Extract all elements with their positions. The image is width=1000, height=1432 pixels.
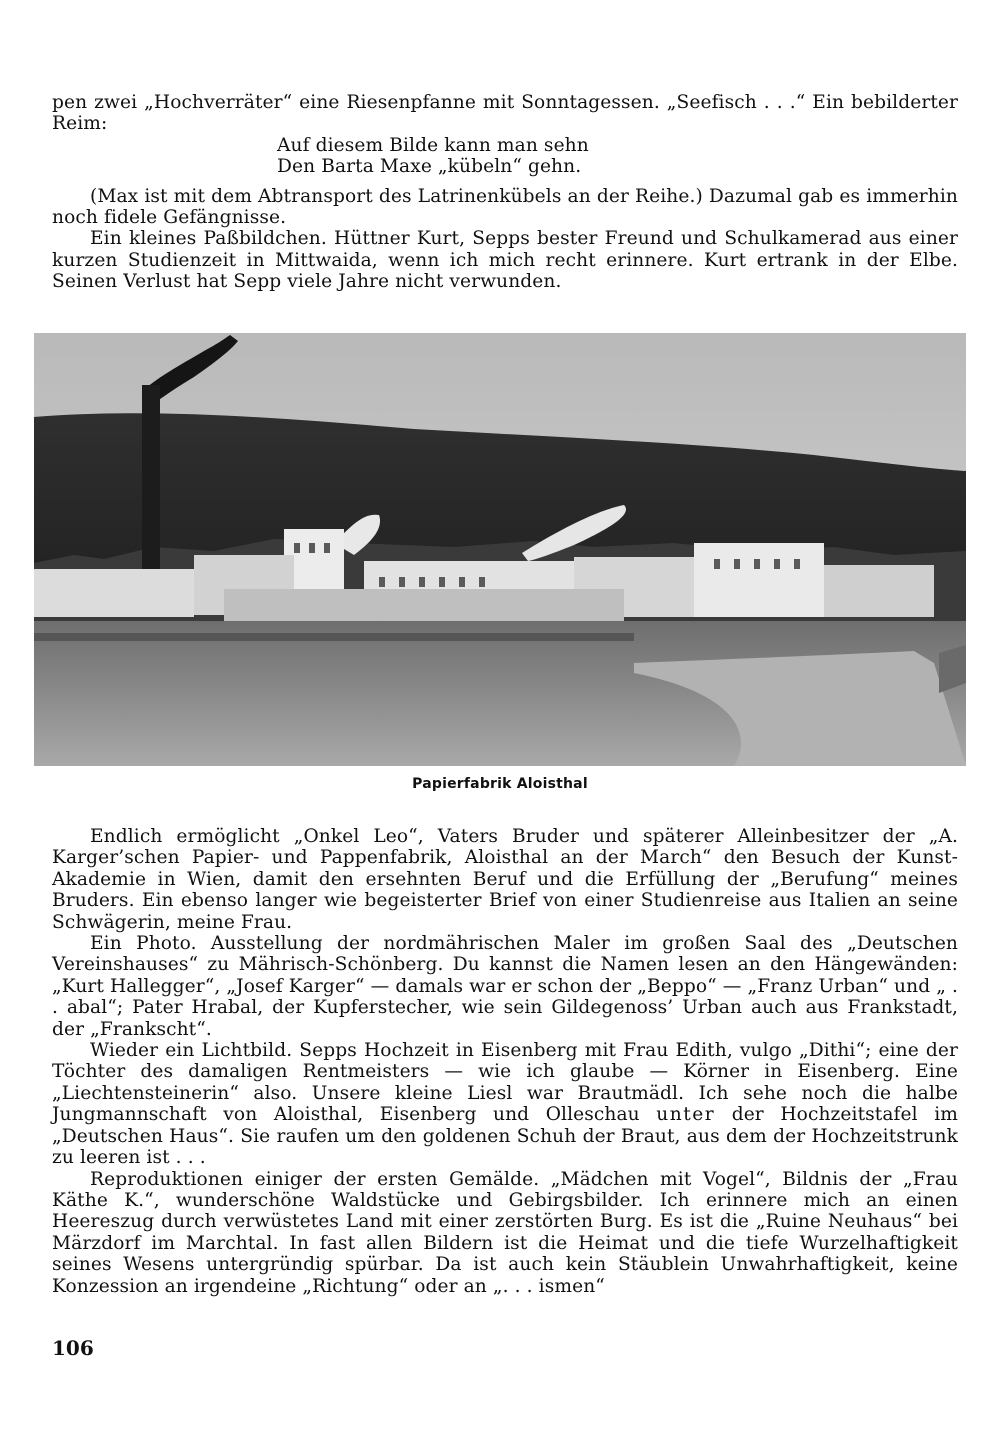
paragraph-hochzeit [52, 1040, 958, 1168]
verse [52, 135, 958, 178]
building [34, 569, 194, 617]
paragraph-hochverraeter: pen zwei „Hochverräter“ eine Riesenpfanne mit Sonntagessen. „Seefisch . . .“ Ein bebilderter Reim: [52, 92, 958, 135]
bottom-text-block [52, 826, 958, 1297]
paragraph-onkel-leo: Endlich ermöglicht „Onkel Leo“, Vaters Bruder und späterer Alleinbesitzer der „A. Karger’schen Papier- und Pappenfabrik, Aloisthal an der March“ den Besuch der Kunst-Akademie in Wien, damit den ersehnten Beruf und die Erfüllung der „Berufung“ meines Bruders. Ein ebenso langer wie begeisterter Brief von einer Studienreise aus Italien an seine Schwägerin, meine Frau. [52, 826, 958, 933]
factory-hall [224, 589, 624, 623]
hochzeit-text-b: der Hochzeitstafel im „Deutschen Haus“. Sie raufen um den goldenen Schuh der Braut, aus dem der Hochzeitstrunk zu leeren ist . . . [52, 1104, 959, 1169]
page-number: 106 [52, 1336, 94, 1360]
hochzeit-text-a: Wieder ein Lichtbild. Sepps Hochzeit in Eisenberg mit Frau Edith, vulgo „Dithi“; eine der Töchter des damaligen Rentmeisters — wie ich glaube — Körner in Eisenberg. Eine „Liechtensteinerin“ also. Unsere kleine Liesl war Brautmädl. Ich sehe noch die halbe Jungmannschaft von Aloisthal, Eisenberg und Olleschau [52, 1040, 958, 1126]
paragraph-passbild: Ein kleines Paßbildchen. Hüttner Kurt, Sepps bester Freund und Schulkamerad aus einer kurzen Studienzeit in Mittwaida, wenn ich mich recht erinnere. Kurt ertrank in der Elbe. Seinen Verlust hat Sepp viele Jahre nicht verwunden. [52, 228, 958, 293]
hochzeit-spaced-word: unter [656, 1104, 716, 1126]
paragraph-latrine: (Max ist mit dem Abtransport des Latrinenkübels an der Reihe.) Dazumal gab es immerhin noch fidele Gefängnisse. [52, 185, 958, 229]
verse-line-2: Den Barta Maxe „kübeln“ gehn. [277, 156, 582, 178]
factory-photo [34, 333, 966, 766]
verse-line-1: Auf diesem Bilde kann man sehn [277, 134, 589, 156]
building [824, 565, 934, 617]
building [694, 543, 824, 617]
paragraph-reproduktionen: Reproduktionen einiger der ersten Gemälde. „Mädchen mit Vogel“, Bildnis der „Frau Käthe K.“, wunderschöne Waldstücke und Gebirgsbilder. Ich erinnere mich an einen Heereszug durch verwüstetes Land mit einer zerstörten Burg. Es ist die „Ruine Neuhaus“ bei Märzdorf im Marchtal. In fast allen Bildern ist die Heimat und die tiefe Wurzelhaftigkeit seines Wesens untergründig spürbar. Da ist auch kein Stäublein Unwahrhaftigkeit, keine Konzession an irgendeine „Richtung“ oder an „. . . ismen“ [52, 1168, 958, 1297]
top-text-block [52, 92, 958, 293]
riverbank [34, 633, 634, 641]
figure-caption: Papierfabrik Aloisthal [412, 776, 588, 792]
paragraph-ausstellung: Ein Photo. Ausstellung der nordmährischen Maler im großen Saal des „Deutschen Vereinshauses“ zu Mährisch-Schönberg. Du kannst die Namen lesen an den Hängewänden: „Kurt Hallegger“, „Josef Karger“ — damals war er schon der „Beppo“ — „Franz Urban“ und „ . . abal“; Pater Hrabal, der Kupferstecher, wie sein Gildegenoss’ Urban auch aus Frankstadt, der „Frankscht“. [52, 933, 958, 1040]
